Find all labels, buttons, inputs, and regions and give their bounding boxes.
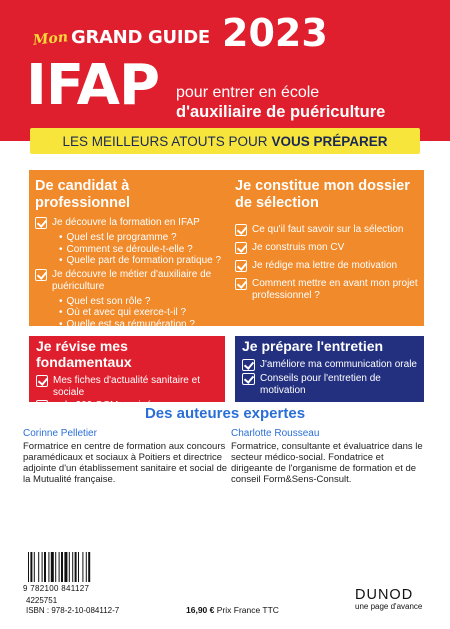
publisher-tagline: une page d'avance [355, 602, 423, 611]
book-title: IFAP [26, 53, 160, 118]
sub-item: • Quel est le programme ? [59, 232, 177, 243]
list-item [35, 217, 225, 267]
list-item: Comment mettre en avant mon projet professionnel ? [235, 278, 421, 302]
column-title-dossier: Je constitue mon dossier de sélection [235, 178, 410, 211]
price [186, 605, 279, 615]
revision-box [29, 336, 225, 411]
author-name: Charlotte Rousseau [231, 428, 320, 439]
author-bio: Formatrice, consultante et évaluatrice dans le secteur médico-social. Fondatrice et dirigeante de l'organisme de formation et de conseil Form&Sens-Consult. [231, 441, 423, 485]
item-label: Je découvre la formation en IFAP [52, 217, 200, 228]
checkbox-icon [235, 224, 247, 236]
banner-emphasis: VOUS PRÉPARER [271, 133, 388, 149]
sub-list [59, 232, 225, 267]
tagline-banner [30, 128, 420, 154]
subtitle-line-1: pour entrer en école [176, 84, 320, 101]
subtitle-line-2: d'auxiliaire de puériculture [176, 103, 386, 121]
checkbox-icon [35, 269, 47, 281]
banner-text: LES MEILLEURS ATOUTS POUR [62, 133, 268, 149]
column-dossier [235, 170, 421, 305]
item-label: Je découvre le métier d'auxiliaire de puériculture [52, 268, 212, 292]
orange-content-box [29, 170, 424, 330]
author-name: Corinne Pelletier [23, 428, 97, 439]
column-title-candidat: De candidat à professionnel [35, 178, 131, 211]
sub-item: • Quel est son rôle ? [59, 295, 151, 307]
sub-item: • Où et avec qui exerce-t-il ? [59, 307, 187, 318]
edition-year: 2023 [222, 11, 328, 55]
cover-header [0, 0, 450, 141]
checkbox-icon [36, 375, 48, 387]
list-item: Ce qu'il faut savoir sur la sélection [235, 224, 421, 236]
sub-item: • Quelle part de formation pratique ? [59, 255, 222, 266]
dossier-list [235, 224, 421, 302]
list-item: + de 200 QCM corrigés [36, 400, 225, 412]
brand-grand-guide: GRAND GUIDE [71, 27, 210, 48]
revision-title: Je révise mes fondamentaux [36, 338, 132, 370]
checkbox-icon [235, 242, 247, 254]
author-bio: Formatrice en centre de formation aux concours paramédicaux et sociaux à Poitiers et directrice adjointe d'un établissement sanitaire et social de la Mutualité française. [23, 441, 228, 485]
series-brand [33, 18, 210, 54]
column-candidat [35, 170, 225, 344]
authors-heading: Des auteures expertes [144, 405, 306, 422]
list-item: Mes fiches d'actualité sanitaire et sociale [36, 375, 225, 398]
checkbox-icon [242, 359, 255, 371]
list-item: J'améliore ma communication orale [242, 359, 424, 371]
entretien-box [235, 336, 424, 402]
publisher-logo: DUNOD [355, 587, 414, 603]
author-pelletier [23, 428, 228, 485]
entretien-list [242, 359, 424, 396]
product-code: 4225751 [26, 596, 58, 605]
author-rousseau [231, 428, 427, 485]
list-item: Je rédige ma lettre de motivation [235, 260, 421, 272]
barcode-icon [28, 552, 110, 582]
checkbox-icon [235, 260, 247, 272]
isbn: ISBN : 978-2-10-084112-7 [26, 606, 120, 615]
checkbox-icon [35, 217, 47, 229]
entretien-title: Je prépare l'entretien [242, 338, 384, 354]
checkbox-icon [242, 373, 255, 385]
price-value: 16,90 € [186, 605, 215, 615]
price-label: Prix France TTC [216, 605, 279, 615]
sub-item: • Comment se déroule-t-elle ? [59, 243, 193, 255]
brand-mon: Mon [32, 29, 69, 49]
list-item [35, 269, 225, 342]
sub-list [59, 296, 225, 342]
list-item: Conseils pour l'entretien de motivation [242, 373, 424, 396]
candidat-list [35, 217, 225, 342]
checkbox-icon [235, 278, 247, 290]
barcode-digits: 9 782100 841127 [23, 584, 90, 593]
list-item: Je construis mon CV [235, 242, 421, 254]
sub-item: • Quelle est sa rémunération ? [59, 318, 195, 330]
